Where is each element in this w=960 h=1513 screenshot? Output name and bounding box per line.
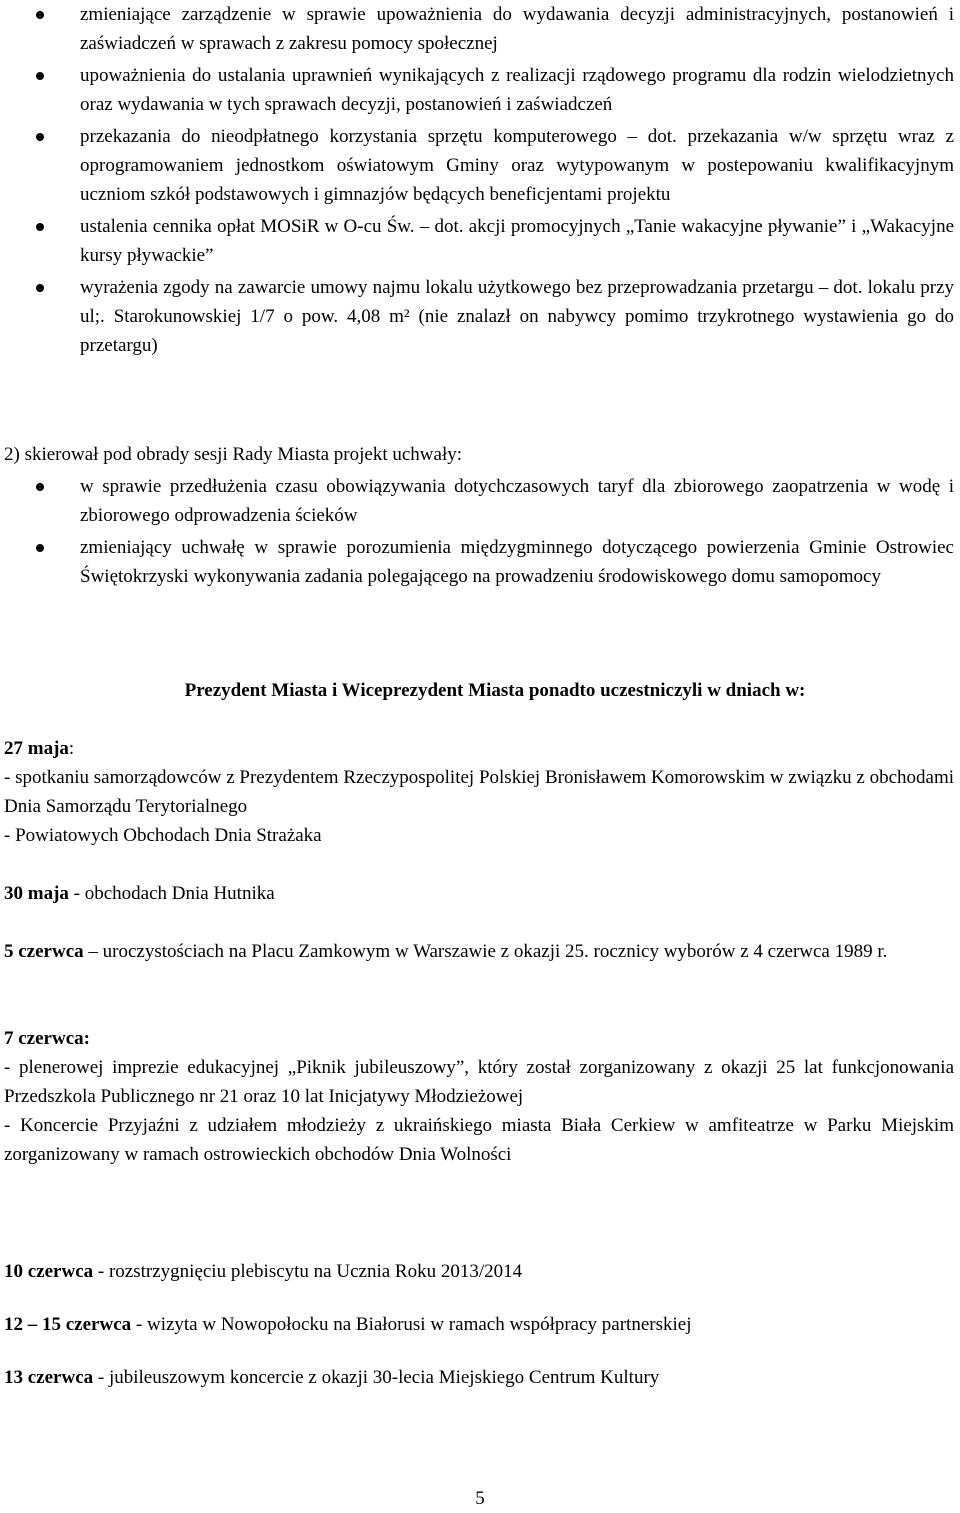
list-item: wyrażenia zgody na zawarcie umowy najmu lokalu użytkowego bez przeprowadzania przetargu – dot. lokalu przy ul;. Starokunowskiej 1/7 o pow. 4,08 m² (nie znalazł on nabywcy pomimo trzykrotnego wystawienia go do przetargu) [0, 273, 960, 360]
entry-date: 13 czerwca [4, 1367, 94, 1388]
entry-text: - Koncercie Przyjaźni z udziałem młodzieży z ukraińskiego miasta Biała Cerkiew w amfiteatrze w Parku Miejskim zorganizowany w ramach ostrowieckich obchodów Dnia Wolności [4, 1115, 954, 1165]
entry-date: 12 – 15 czerwca [4, 1314, 132, 1335]
bullet-icon [36, 223, 44, 231]
bullet-icon [36, 133, 44, 141]
bullet-icon [36, 11, 44, 19]
section-heading-block [0, 676, 960, 705]
section-title: Prezydent Miasta i Wiceprezydent Miasta ponadto uczestniczyli w dniach w: [184, 680, 806, 701]
resolutions-list [0, 472, 960, 591]
list-item: ustalenia cennika opłat MOSiR w O-cu Św. – dot. akcji promocyjnych „Tanie wakacyjne pływanie” i „Wakacyjne kursy pływackie” [0, 212, 960, 270]
entry-may-27: 27 maja: - spotkaniu samorządowców z Prezydentem Rzeczypospolitej Polskiej Bronisławem Komorowskim w związku z obchodami Dnia Samorządu Terytorialnego - Powiatowych Obchodach Dnia Strażaka [0, 734, 960, 850]
entry-text: - Powiatowych Obchodach Dnia Strażaka [4, 825, 322, 846]
list-item: zmieniające zarządzenie w sprawie upoważnienia do wydawania decyzji administracyjnych, postanowień i zaświadczeń w sprawach z zakresu pomocy społecznej [0, 0, 960, 58]
entry-text: - plenerowej imprezie edukacyjnej „Piknik jubileuszowy”, który został zorganizowany z okazji 25 lat funkcjonowania Przedszkola Publicznego nr 21 oraz 10 lat Inicjatywy Młodzieżowej [4, 1057, 954, 1107]
entry-june-10 [0, 1257, 960, 1286]
bullet-icon [36, 284, 44, 292]
entry-june-12-15 [0, 1310, 960, 1339]
entry-text: – uroczystościach na Placu Zamkowym w Warszawie z okazji 25. rocznicy wyborów z 4 czerwca 1989 r. [83, 941, 888, 962]
bullet-icon [36, 72, 44, 80]
entry-text: - rozstrzygnięciu plebiscytu na Ucznia Roku 2013/2014 [93, 1261, 523, 1282]
list-item: w sprawie przedłużenia czasu obowiązywania dotychczasowych taryf dla zbiorowego zaopatrzenia w wodę i zbiorowego odprowadzenia ścieków [0, 472, 960, 530]
entry-june-13 [0, 1363, 960, 1392]
entry-text: - obchodach Dnia Hutnika [68, 883, 275, 904]
page-number: 5 [475, 1488, 485, 1509]
entry-date: 5 czerwca [4, 941, 84, 962]
entry-may-30 [0, 879, 960, 908]
entry-date: 7 czerwca: [4, 1028, 90, 1049]
decisions-list [0, 0, 960, 360]
entry-date: 30 maja [4, 883, 69, 904]
list-item: zmieniający uchwałę w sprawie porozumienia międzygminnego dotyczącego powierzenia Gminie Ostrowiec Świętokrzyski wykonywania zadania polegającego na prowadzeniu środowiskowego domu samopomocy [0, 533, 960, 591]
list-item: przekazania do nieodpłatnego korzystania sprzętu komputerowego – dot. przekazania w/w sprzętu wraz z oprogramowaniem jednostkom oświatowym Gminy oraz wytypowanym w postepowaniu kwalifikacyjnym uczniom szkół podstawowych i gimnazjów będących beneficjentami projektu [0, 122, 960, 209]
resolutions-block [0, 440, 960, 591]
entry-text: - spotkaniu samorządowców z Prezydentem Rzeczypospolitej Polskiej Bronisławem Komorowskim w związku z obchodami Dnia Samorządu Terytorialnego [4, 767, 954, 817]
bullet-icon [36, 483, 44, 491]
resolutions-intro: 2) skierował pod obrady sesji Rady Miasta projekt uchwały: [4, 444, 463, 465]
entry-text: - wizyta w Nowopołocku na Białorusi w ramach współpracy partnerskiej [131, 1314, 692, 1335]
entry-june-7 [0, 1024, 960, 1169]
entry-text: - jubileuszowym koncercie z okazji 30-lecia Miejskiego Centrum Kultury [93, 1367, 660, 1388]
entry-date: 10 czerwca [4, 1261, 94, 1282]
bullet-icon [36, 544, 44, 552]
decisions-list-block [0, 0, 960, 360]
entry-june-5 [0, 937, 960, 966]
list-item: upoważnienia do ustalania uprawnień wynikających z realizacji rządowego programu dla rodzin wielodzietnych oraz wydawania w tych sprawach decyzji, postanowień i zaświadczeń [0, 61, 960, 119]
entry-date: 27 maja [4, 738, 69, 759]
